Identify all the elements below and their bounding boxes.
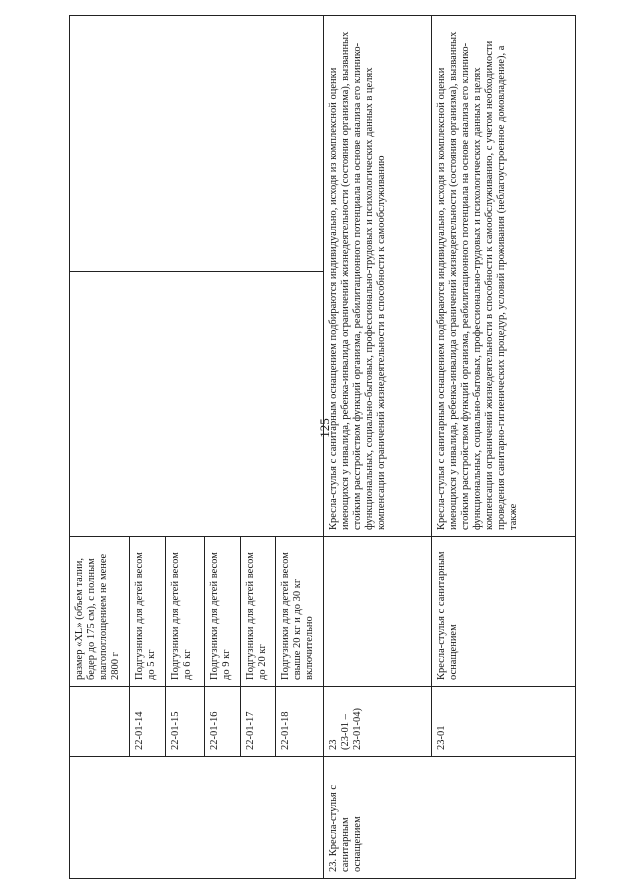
- notes-cell-empty: [70, 272, 324, 537]
- product-description: размер «XL» (объем талии, бедер до 175 см), с полным влагопоглощением не менее 2800 г: [70, 537, 130, 687]
- code-cell-empty: [324, 537, 432, 687]
- selection-criteria: Кресла-стулья с санитарным оснащением подбираются индивидуально, исходя из комплексной оценки имеющихся у инвалида, ребенка-инвалида ограничений жизнедеятельности (состояния организма), вызванных стойким расстройством функций организма, реабилитационного потенциала на основе анализа его клинико-функциональных, социально-бытовых, профессионально-трудовых и психологических данных в целях компенсации ограничений жизнедеятельности в способности к самообслуживанию: [324, 16, 432, 537]
- category-name: 23. Кресла-стулья с санитарным оснащением: [324, 757, 576, 879]
- selection-criteria: Кресла-стулья с санитарным оснащением подбираются индивидуально, исходя из комплексной оценки имеющихся у инвалида, ребенка-инвалида ограничений жизнедеятельности (состояния организма), вызванных стойким расстройством функций организма, реабилитационного потенциала на основе анализа его клинико-функциональных, социально-бытовых, профессионально-трудовых и психологических данных в целях компенсации ограничений жизнедеятельности в способности к самообслуживанию, с учетом необходимости проведения санитарно-гигиенических процедур, условий проживания (неблагоустроенное домовладение), а также: [432, 16, 576, 537]
- document-table: [69, 15, 576, 879]
- product-description: Подгузники для детей весом до 20 кг: [241, 537, 276, 687]
- product-description: Подгузники для детей весом до 5 кг: [130, 537, 166, 687]
- product-code: 22-01-16: [205, 687, 241, 757]
- notes-cell-empty: [70, 16, 324, 272]
- table-row: [324, 16, 432, 879]
- product-description: Подгузники для детей весом свыше 20 кг и до 30 кг включительно: [276, 537, 324, 687]
- page-number: 125: [316, 418, 332, 438]
- table-row: [432, 16, 576, 879]
- code-cell-empty: [70, 687, 130, 757]
- category-cell-empty: [70, 757, 324, 879]
- table-row: [70, 16, 130, 879]
- product-code: 22-01-15: [166, 687, 205, 757]
- product-code: 22-01-17: [241, 687, 276, 757]
- product-description: Подгузники для детей весом до 9 кг: [205, 537, 241, 687]
- product-description: Подгузники для детей весом до 6 кг: [166, 537, 205, 687]
- product-code: 22-01-14: [130, 687, 166, 757]
- product-code: 23-01: [432, 687, 576, 757]
- product-code: 22-01-18: [276, 687, 324, 757]
- product-description: Кресла-стулья с санитарным оснащением: [432, 537, 576, 687]
- product-code: 23 (23-01 – 23-01-04): [324, 687, 432, 757]
- document-table-rotated: [69, 16, 575, 879]
